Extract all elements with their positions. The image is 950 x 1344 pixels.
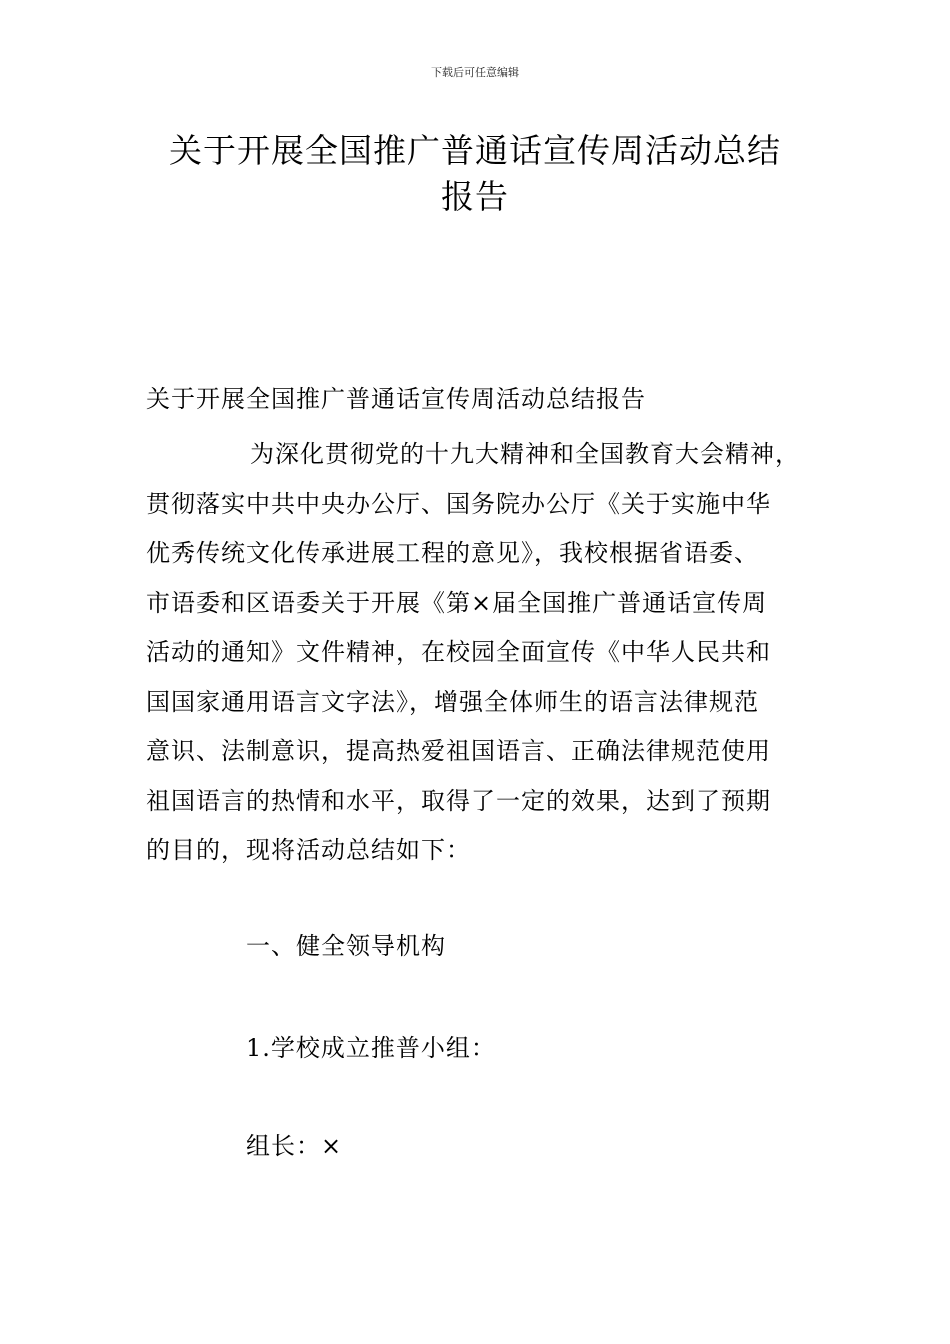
- paragraph-line: 活动的通知》文件精神，在校园全面宣传《中华人民共和: [146, 638, 771, 666]
- header-note: 下载后可任意编辑: [431, 66, 519, 79]
- title-line-1: 关于开展全国推广普通话宣传周活动总结: [169, 131, 781, 170]
- leader-line: 组长：×: [246, 1132, 343, 1160]
- paragraph-line: 市语委和区语委关于开展《第×届全国推广普通话宣传周: [146, 588, 768, 617]
- paragraph-line: 意识、法制意识，提高热爱祖国语言、正确法律规范使用: [146, 737, 771, 765]
- paragraph-line: 优秀传统文化传承进展工程的意见》，我校根据省语委、: [146, 539, 759, 567]
- paragraph-line: 贯彻落实中共中央办公厅、国务院办公厅《关于实施中华: [146, 489, 771, 518]
- paragraph-line: 为深化贯彻党的十九大精神和全国教育大会精神，: [250, 440, 800, 468]
- title-line-2: 报告: [441, 177, 509, 216]
- document-title: [150, 128, 800, 220]
- paragraph-line: 的目的，现将活动总结如下：: [146, 836, 471, 864]
- paragraph-line: 国国家通用语言文字法》，增强全体师生的语言法律规范: [146, 687, 759, 716]
- paragraph-line: 祖国语言的热情和水平，取得了一定的效果，达到了预期: [146, 786, 771, 815]
- section-heading: 一、健全领导机构: [246, 932, 446, 960]
- document-subtitle: 关于开展全国推广普通话宣传周活动总结报告: [146, 385, 646, 413]
- list-item: 1.学校成立推普小组：: [246, 1034, 496, 1062]
- intro-paragraph: [146, 430, 826, 876]
